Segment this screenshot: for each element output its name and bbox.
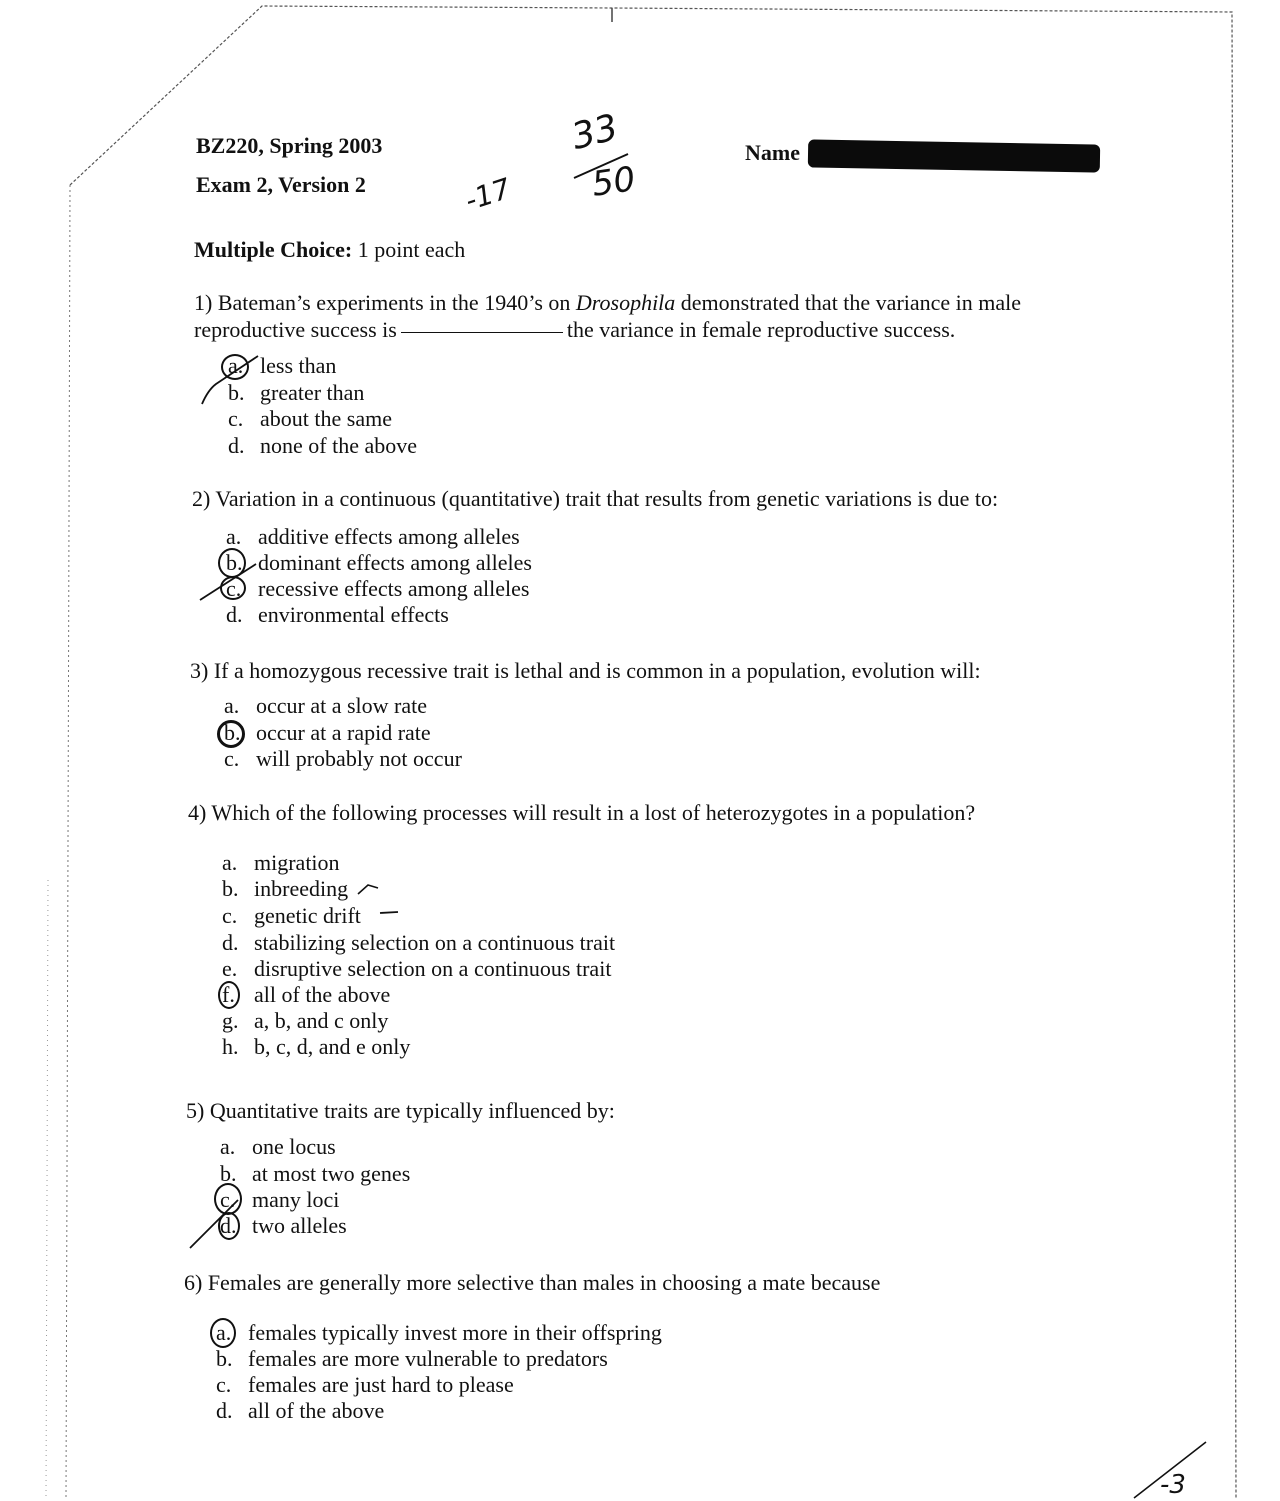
option-text: females are just hard to please — [248, 1372, 514, 1397]
option-letter: d. — [226, 602, 243, 627]
section-heading — [194, 237, 465, 263]
option-letter: h. — [222, 1034, 239, 1059]
option-letter: c. — [228, 406, 244, 431]
option-letter: b. — [216, 1346, 233, 1371]
q6-option-c[interactable] — [216, 1372, 514, 1398]
wrong-mark-q5 — [186, 1196, 242, 1252]
option-text: b, c, d, and e only — [254, 1034, 411, 1059]
option-text: two alleles — [252, 1213, 347, 1238]
question-1-species: Drosophila — [575, 290, 676, 315]
q3-option-c[interactable] — [224, 746, 462, 772]
q2-option-b[interactable] — [226, 550, 532, 576]
q4-option-e[interactable] — [222, 956, 611, 982]
question-5-text: 5) Quantitative traits are typically influenced by: — [186, 1098, 615, 1123]
option-letter: b. — [222, 876, 239, 901]
answer-blank — [401, 332, 563, 333]
question-4-text: 4) Which of the following processes will result in a lost of heterozygotes in a population? — [188, 800, 976, 825]
option-letter: e. — [222, 956, 238, 981]
option-text: at most two genes — [252, 1161, 411, 1186]
q6-option-d[interactable] — [216, 1398, 384, 1424]
q5-option-b[interactable] — [220, 1161, 410, 1187]
option-letter: c. — [220, 1187, 236, 1212]
question-6-text: 6) Females are generally more selective than males in choosing a mate because — [184, 1270, 881, 1295]
option-text: occur at a slow rate — [256, 693, 428, 718]
q4-option-a[interactable] — [222, 850, 340, 876]
exam-version: Exam 2, Version 2 — [196, 172, 366, 197]
option-text: stabilizing selection on a continuous trait — [254, 930, 616, 955]
q4-option-g[interactable] — [222, 1008, 388, 1034]
q3-option-a[interactable] — [224, 693, 427, 719]
question-1-line2-start: reproductive success is — [194, 317, 397, 342]
section-title: Multiple Choice: — [194, 237, 353, 262]
option-letter: c. — [222, 903, 238, 928]
option-text: a, b, and c only — [254, 1008, 389, 1033]
q4-option-b[interactable] — [222, 876, 348, 902]
answer-circle-q3 — [217, 720, 245, 748]
q4-option-c[interactable] — [222, 903, 361, 929]
option-letter: g. — [222, 1008, 239, 1033]
option-text: migration — [254, 850, 340, 875]
option-letter: d. — [228, 433, 245, 458]
check-mark-c — [378, 904, 402, 920]
option-text: disruptive selection on a continuous trait — [254, 956, 612, 981]
option-letter: d. — [222, 930, 239, 955]
option-letter: b. — [224, 720, 241, 745]
option-text: less than — [260, 353, 337, 378]
option-text: genetic drift — [254, 903, 361, 928]
q5-option-a[interactable] — [220, 1134, 336, 1160]
option-letter: a. — [226, 524, 242, 549]
option-letter: a. — [220, 1134, 236, 1159]
score-numerator: 33 — [567, 107, 623, 158]
answer-circle-q4 — [218, 981, 240, 1009]
option-letter: f. — [222, 982, 235, 1007]
check-mark-b — [356, 880, 380, 896]
wrong-mark-q1 — [198, 352, 262, 408]
course-title: BZ220, Spring 2003 — [196, 133, 383, 158]
option-text: greater than — [260, 380, 365, 405]
q1-option-d[interactable] — [228, 433, 417, 459]
question-1-line1-rest: demonstrated that the variance in male — [675, 290, 1022, 315]
option-letter: c. — [224, 746, 240, 771]
option-text: all of the above — [254, 982, 391, 1007]
question-1-prefix: 1) Bateman’s experiments in the 1940’s on — [194, 290, 576, 315]
option-letter: b. — [228, 380, 245, 405]
q2-option-c[interactable] — [226, 576, 529, 602]
option-letter: a. — [224, 693, 240, 718]
option-text: females are more vulnerable to predators — [248, 1346, 608, 1371]
score-deduction: -17 — [461, 171, 515, 218]
option-text: additive effects among alleles — [258, 524, 520, 549]
option-letter: b. — [226, 550, 243, 575]
option-letter: b. — [220, 1161, 237, 1186]
option-letter: d. — [216, 1398, 233, 1423]
option-text: none of the above — [260, 433, 417, 458]
option-text: females typically invest more in their offspring — [248, 1320, 662, 1345]
wrong-mark-q2 — [196, 560, 260, 604]
option-text: about the same — [260, 406, 392, 431]
score-denominator: 50 — [589, 159, 638, 205]
question-1-line-1 — [194, 290, 1021, 316]
option-text: many loci — [252, 1187, 340, 1212]
question-2-text: 2) Variation in a continuous (quantitative) trait that results from genetic variations is due to: — [192, 486, 999, 511]
option-text: recessive effects among alleles — [258, 576, 530, 601]
question-3-text: 3) If a homozygous recessive trait is lethal and is common in a population, evolution will: — [190, 658, 981, 683]
option-text: inbreeding — [254, 876, 349, 901]
q4-option-f[interactable] — [222, 982, 390, 1008]
option-letter: a. — [216, 1320, 232, 1345]
q4-option-d[interactable] — [222, 930, 615, 956]
option-text: occur at a rapid rate — [256, 720, 431, 745]
section-points: 1 point each — [357, 237, 466, 262]
question-1-line-2 — [194, 317, 955, 343]
question-1-line2-end: the variance in female reproductive success. — [566, 317, 956, 342]
q3-option-b[interactable] — [224, 720, 431, 746]
option-letter: a. — [228, 353, 244, 378]
name-redaction — [808, 139, 1100, 172]
page-deduction: -3 — [1160, 1470, 1186, 1500]
option-text: dominant effects among alleles — [258, 550, 532, 575]
option-letter: c. — [226, 576, 242, 601]
option-letter: c. — [216, 1372, 232, 1397]
option-letter: d. — [220, 1213, 237, 1238]
option-text: environmental effects — [258, 602, 449, 627]
q2-option-d[interactable] — [226, 602, 449, 628]
name-label: Name — [745, 140, 800, 165]
q4-option-h[interactable] — [222, 1034, 410, 1060]
option-text: all of the above — [248, 1398, 385, 1423]
option-text: one locus — [252, 1134, 336, 1159]
option-text: will probably not occur — [256, 746, 462, 771]
q6-option-a[interactable] — [216, 1320, 662, 1346]
q1-option-c[interactable] — [228, 406, 392, 432]
q2-option-a[interactable] — [226, 524, 520, 550]
q6-option-b[interactable] — [216, 1346, 608, 1372]
answer-circle-q6 — [210, 1318, 236, 1348]
option-letter: a. — [222, 850, 238, 875]
